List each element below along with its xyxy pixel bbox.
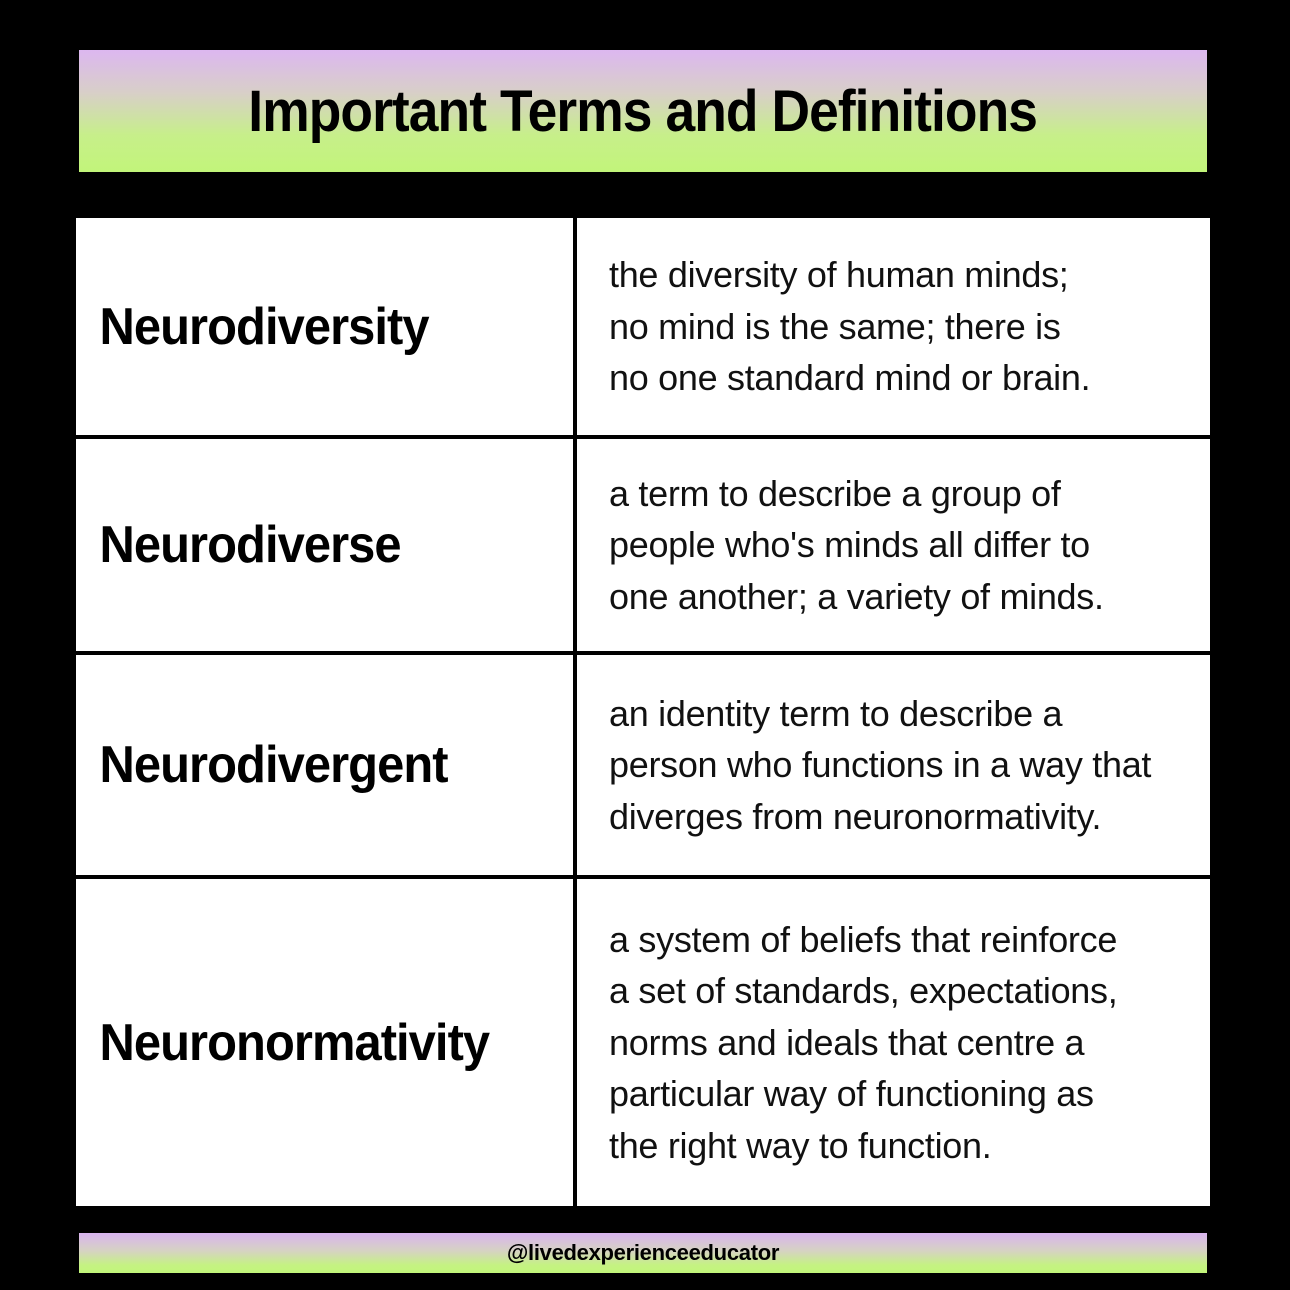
- author-handle: @livedexperienceeducator: [506, 1240, 780, 1265]
- footer-banner: [79, 1233, 1207, 1273]
- table-row: [76, 877, 1210, 1206]
- page-title: Important Terms and Definitions: [248, 78, 1038, 144]
- term-label: Neurodiversity: [99, 297, 429, 356]
- term-label: Neurodiverse: [99, 516, 401, 574]
- table-row: [76, 218, 1210, 437]
- table-row: [76, 653, 1210, 877]
- definition-cell: [575, 653, 1210, 877]
- term-label: Neuronormativity: [99, 1013, 490, 1072]
- term-label: Neurodivergent: [99, 736, 448, 794]
- term-cell: [76, 653, 575, 877]
- definition-cell: [575, 437, 1210, 653]
- terms-table: [76, 218, 1210, 1206]
- term-cell: [76, 877, 575, 1206]
- definition-text: an identity term to describe a person who functions in a way that diverges from neuronormativity.: [609, 692, 1152, 837]
- term-cell: [76, 218, 575, 437]
- term-cell: [76, 437, 575, 653]
- title-banner: [79, 50, 1207, 172]
- definition-cell: [575, 218, 1210, 437]
- definition-text: the diversity of human minds; no mind is the same; there is no one standard mind or brain.: [609, 254, 1091, 399]
- table-row: [76, 437, 1210, 653]
- definition-text: a system of beliefs that reinforce a set of standards, expectations, norms and ideals that centre a particular way of functioning as the right way to function.: [609, 918, 1118, 1166]
- definition-cell: [575, 877, 1210, 1206]
- definition-text: a term to describe a group of people who's minds all differ to one another; a variety of minds.: [609, 472, 1104, 617]
